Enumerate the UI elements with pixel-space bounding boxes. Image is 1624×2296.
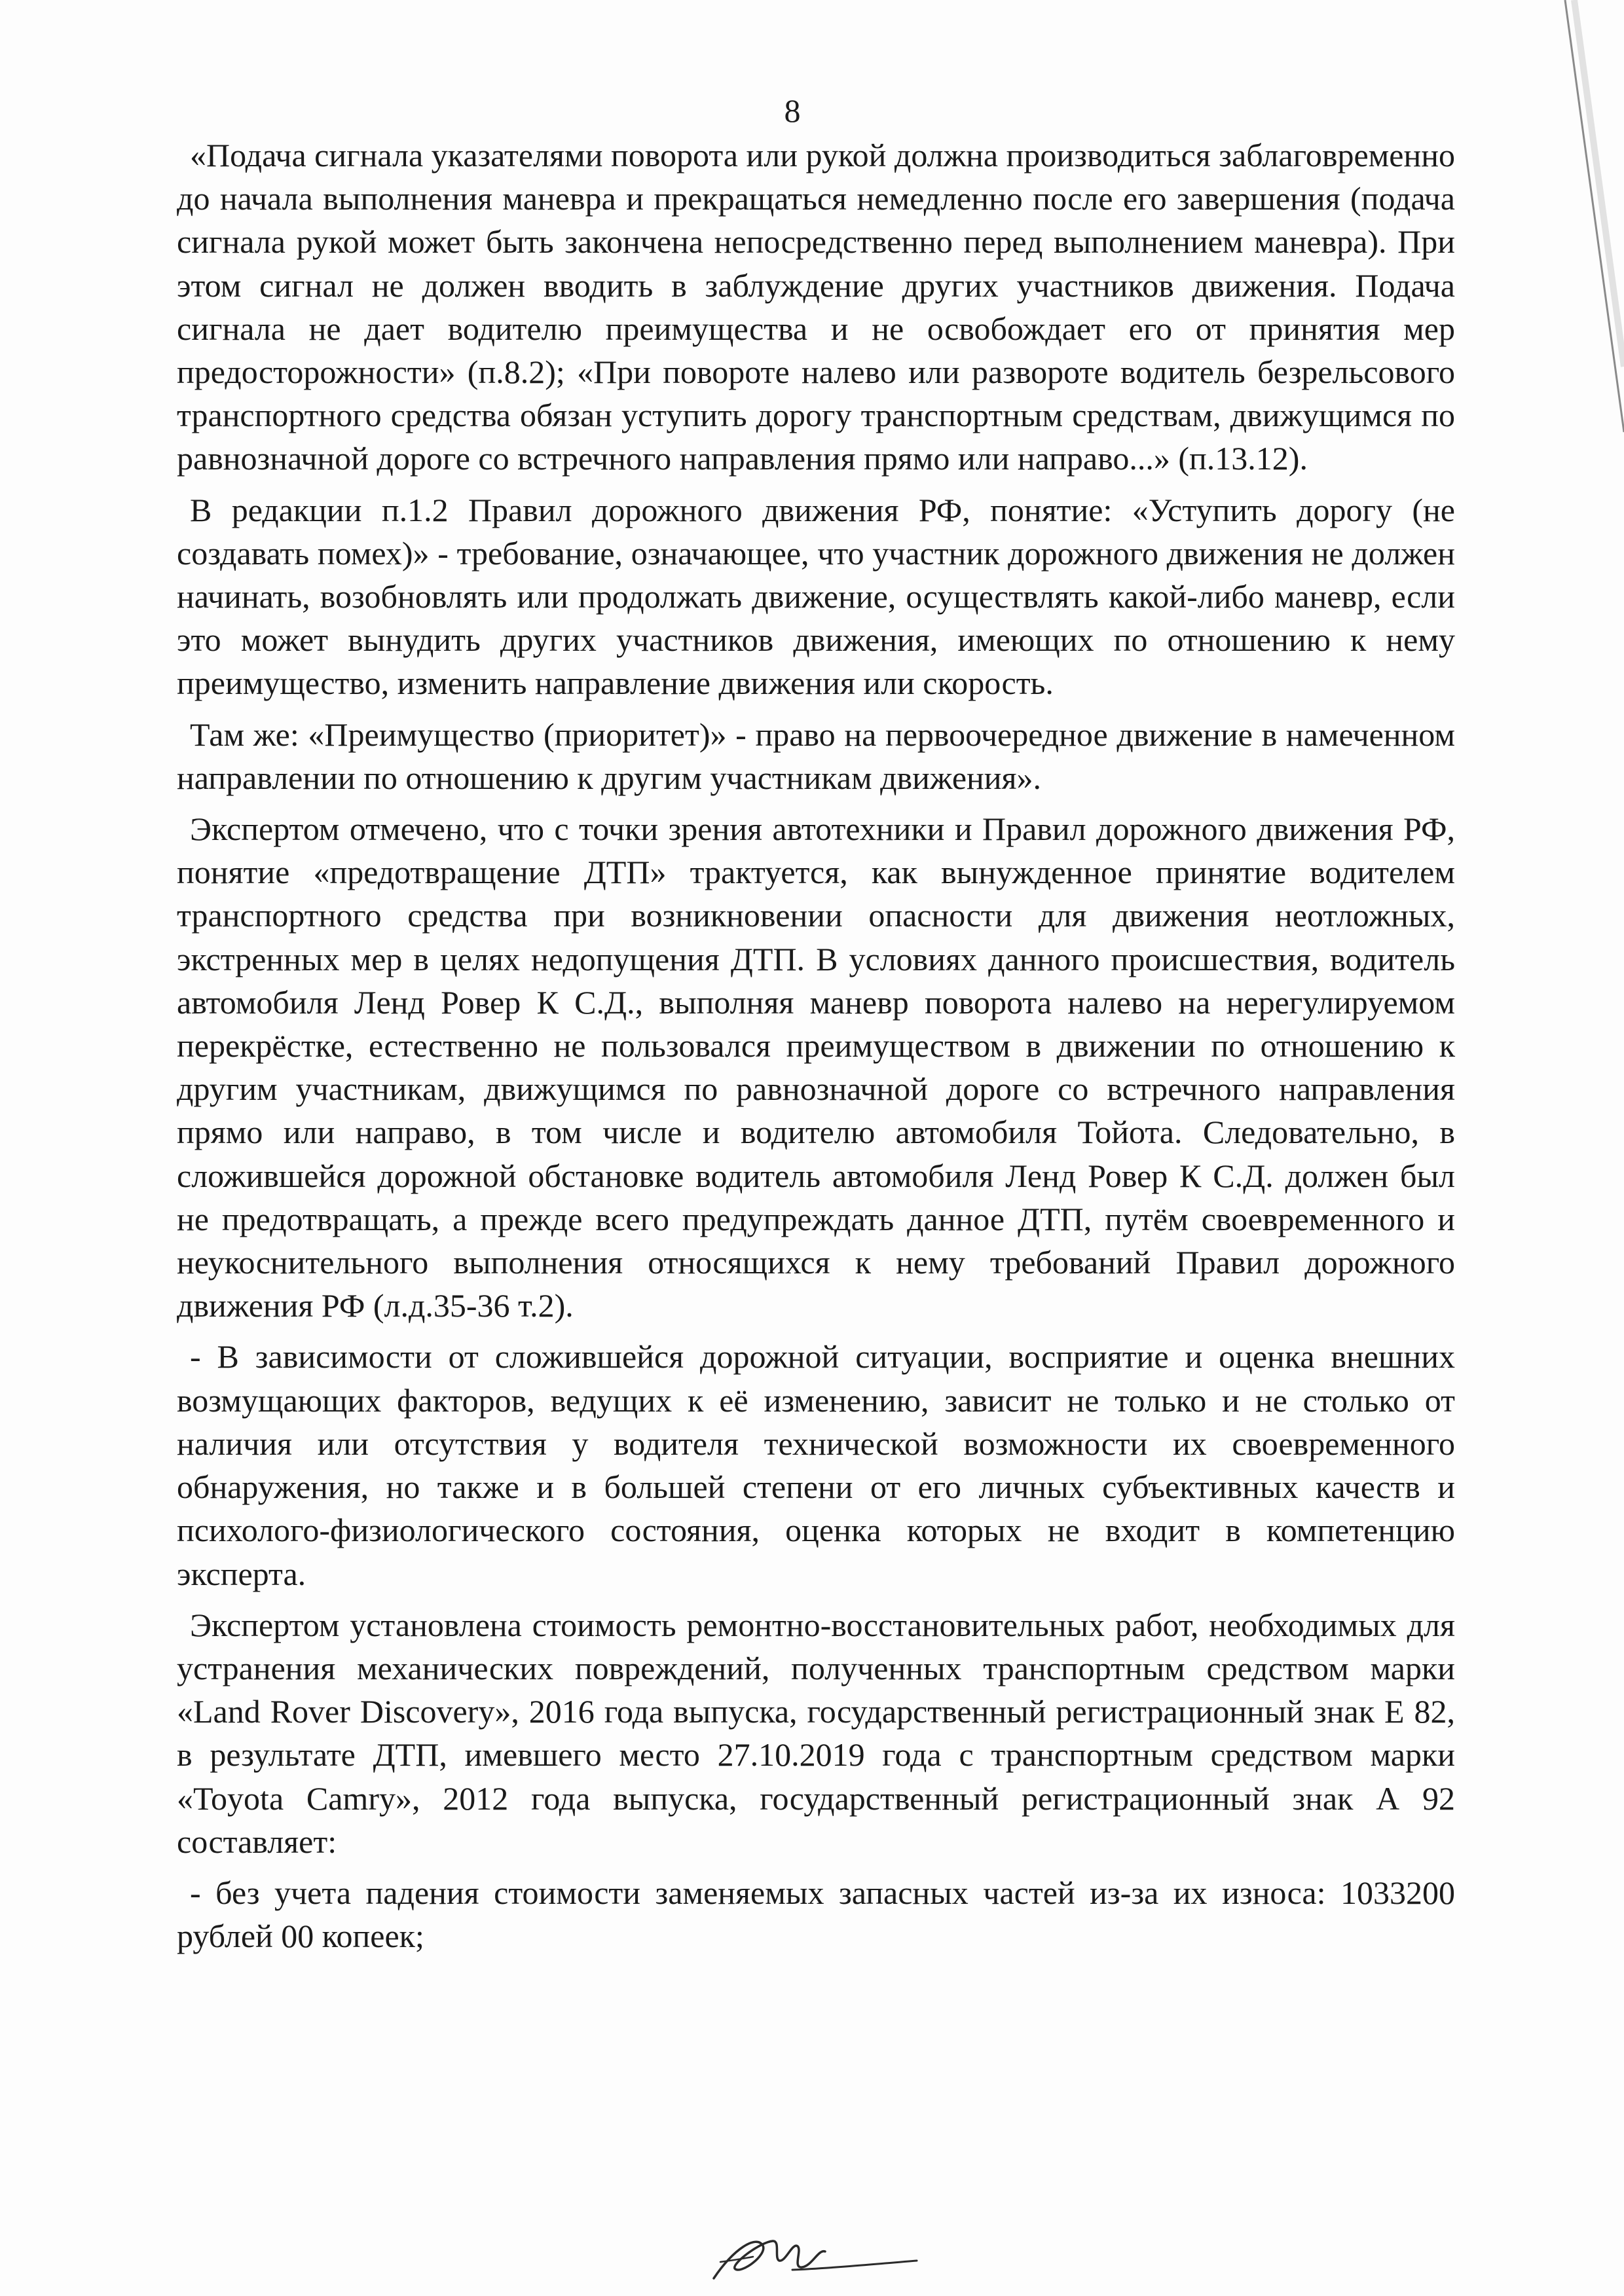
paragraph-6: Экспертом установлена стоимость ремонтно-восстановительных работ, необходимых для устранения механических повреждений, полученных транспортным средством марки «Land Rover Discovery», 2016 года выпуска, государственный регистрационный знак Е 82, в результате ДТП, имевшего место 27.10.2019 года с транспортным средством марки «Toyota Camry», 2012 года выпуска, государственный регистрационный знак А 92 составляет: — [177, 1606, 1455, 1860]
signature-icon — [694, 2223, 930, 2295]
paragraph-4: Экспертом отмечено, что с точки зрения автотехники и Правил дорожного движения РФ, понятие «предотвращение ДТП» трактуется, как вынужденное принятие водителем транспортного средства при возникновении опасности для движения неотложных, экстренных мер в целях недопущения ДТП. В условиях данного происшествия, водитель автомобиля Ленд Ровер К С.Д., выполняя маневр поворота налево на нерегулируемом перекрёстке, естественно не пользовался преимуществом в движении по отношению к другим участникам, движущимся по равнозначной дороге со встречного направления прямо или направо, в том числе и водителю автомобиля Тойота. Следовательно, в сложившейся дорожной обстановке водитель автомобиля Ленд Ровер К С.Д. должен был не предотвращать, а прежде всего предупреждать данное ДТП, путём своевременного и неукоснительного выполнения относящихся к нему требований Правил дорожного движения РФ (л.д.35-36 т.2). — [177, 811, 1455, 1324]
scan-edge-shadow — [1519, 0, 1624, 458]
paragraph-5: - В зависимости от сложившейся дорожной ситуации, восприятие и оценка внешних возмущающих факторов, ведущих к её изменению, зависит не только и не столько от наличия или отсутствия у водителя технической возможности их своевременного обнаружения, но также и в большей степени от его личных субъективных качеств и психолого-физиологического состояния, оценка которых не входит в компетенцию эксперта. — [177, 1338, 1455, 1592]
paragraph-7: - без учета падения стоимости заменяемых запасных частей из-за их износа: 1033200 рублей 00 копеек; — [177, 1874, 1455, 1955]
paragraph-1: «Подача сигнала указателями поворота или рукой должна производиться заблаговременно до начала выполнения маневра и прекращаться немедленно после его завершения (подача сигнала рукой может быть закончена непосредственно перед выполнением маневра). При этом сигнал не должен вводить в заблуждение других участников движения. Подача сигнала не дает водителю преимущества и не освобождает его от принятия мер предосторожности» (п.8.2); «При повороте налево или развороте водитель безрельсового транспортного средства обязан уступить дорогу транспортным средствам, движущимся по равнозначной дороге со встречного направления прямо или направо...» (п.13.12). — [177, 137, 1455, 477]
page-number: 8 — [784, 92, 801, 129]
paragraph-2: В редакции п.1.2 Правил дорожного движения РФ, понятие: «Уступить дорогу (не создавать помех)» - требование, означающее, что участник дорожного движения не должен начинать, возобновлять или продолжать движение, осуществлять какой-либо маневр, если это может вынудить других участников движения, имеющих по отношению к нему преимущество, изменить направление движения или скорость. — [177, 491, 1455, 702]
paragraph-3: Там же: «Преимущество (приоритет)» - право на первоочередное движение в намеченном направлении по отношению к другим участникам движения». — [177, 716, 1455, 796]
document-body — [177, 134, 1455, 1958]
